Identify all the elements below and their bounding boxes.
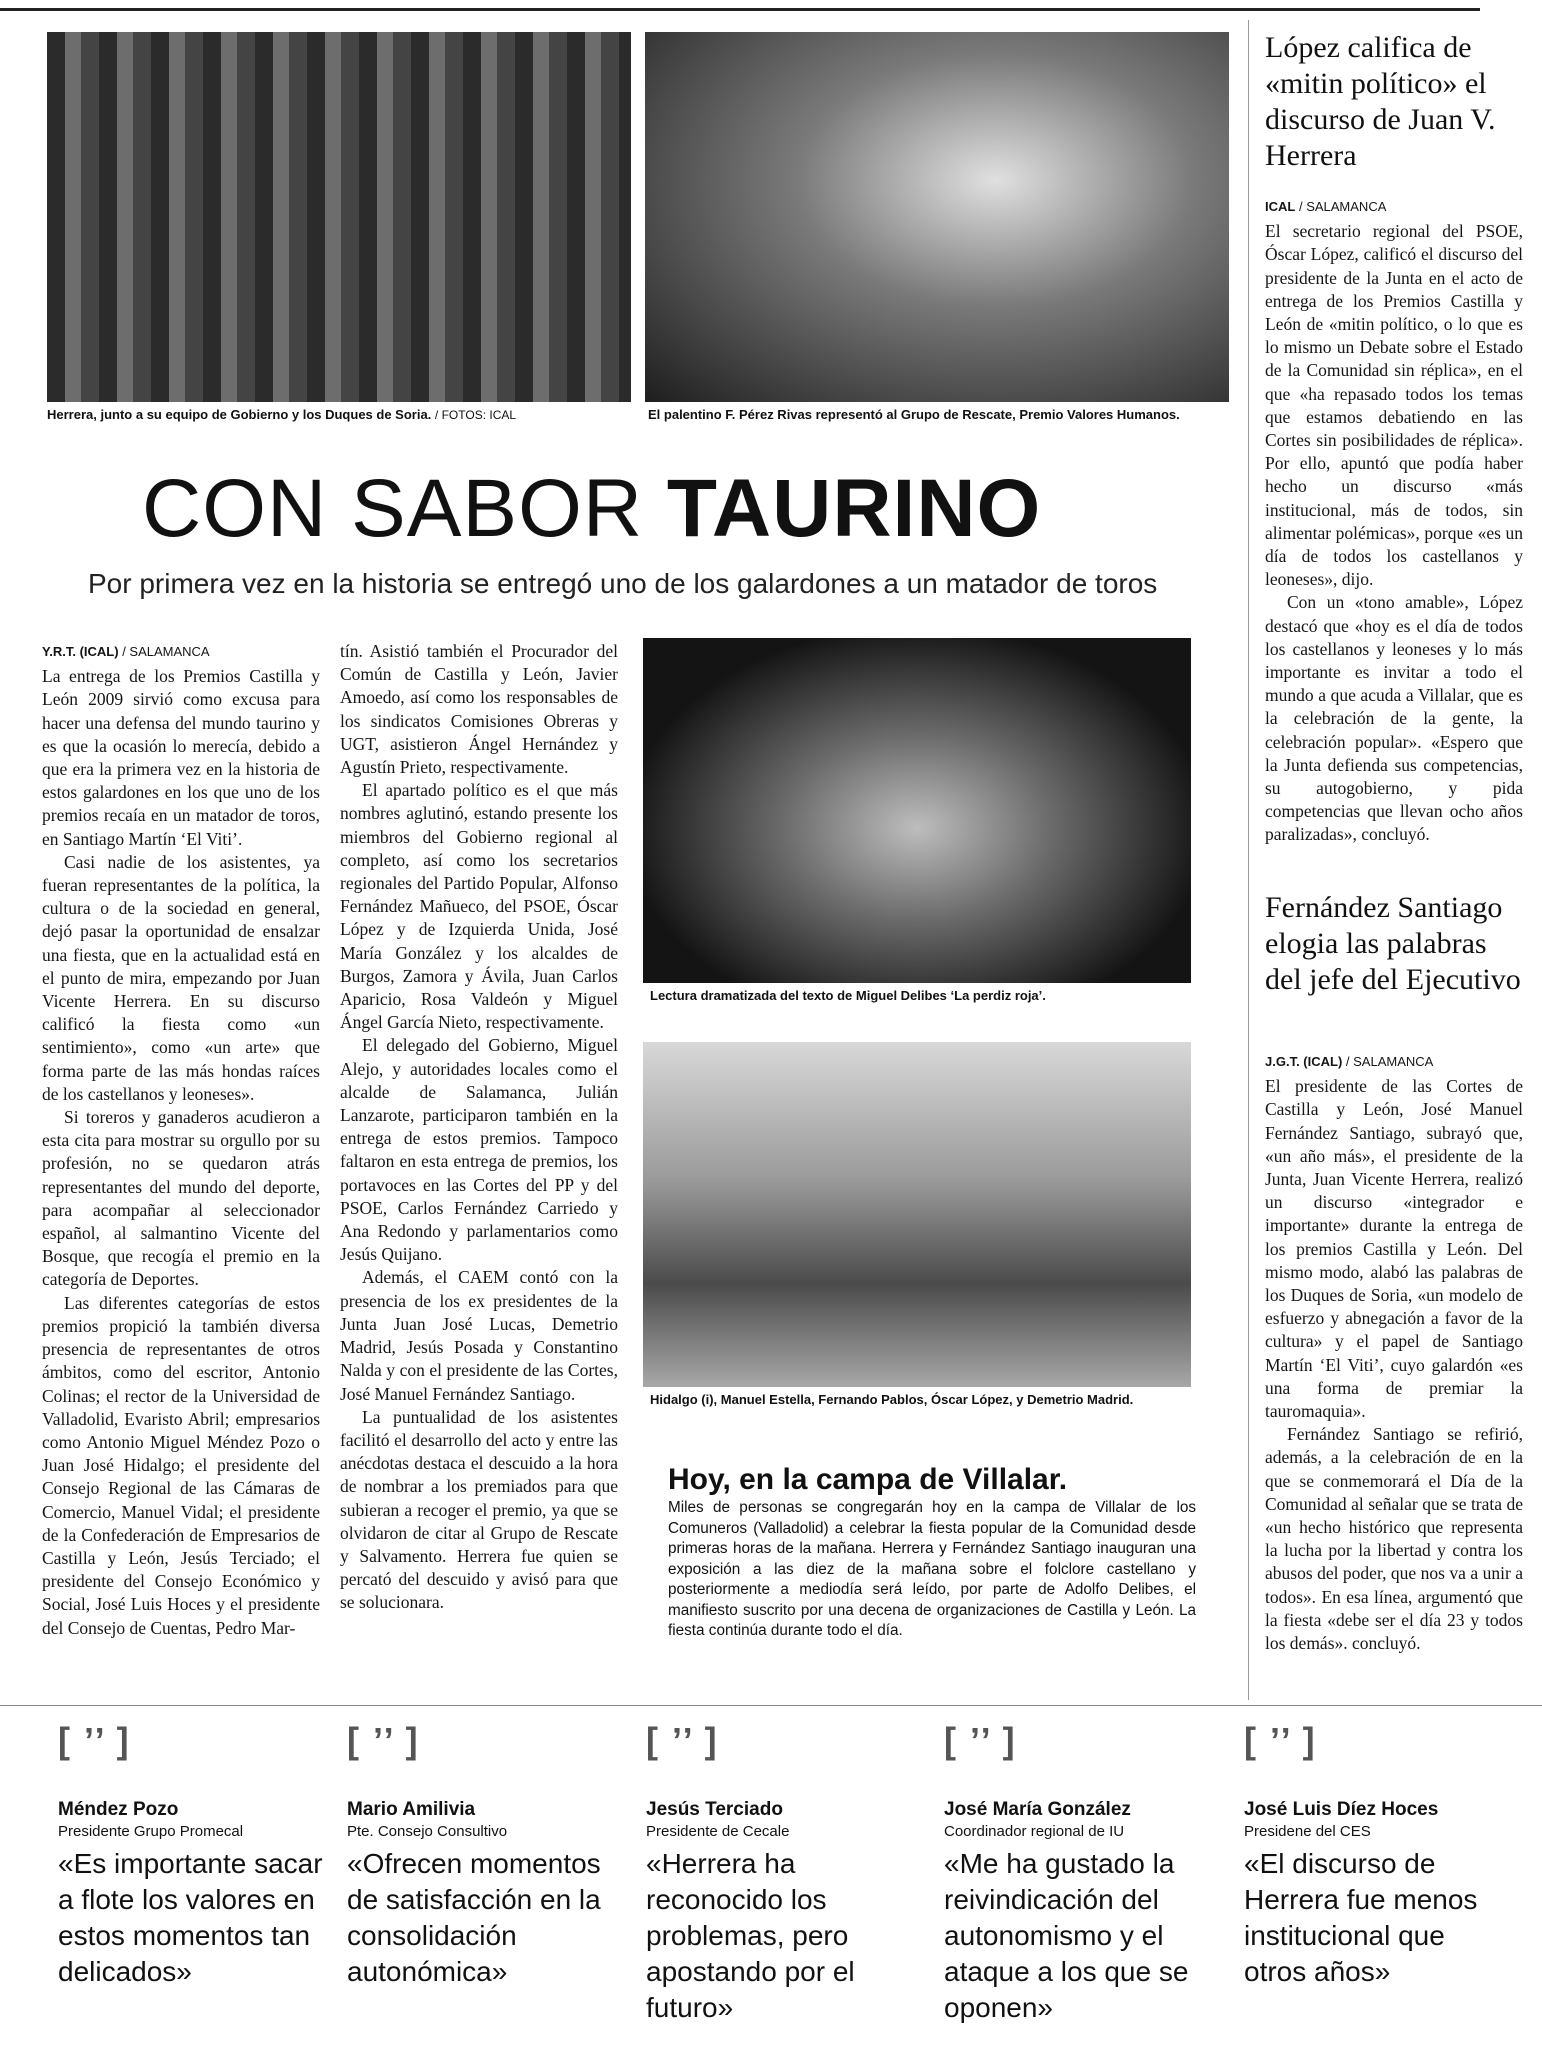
quote-card: [58, 1720, 328, 1990]
sidebar-divider: [1248, 20, 1249, 1700]
quote-name: Jesús Terciado: [646, 1799, 783, 1820]
quote-text: «Me ha gustado la reivindicación del autonomismo y el ataque a los que se oponen»: [944, 1848, 1189, 2023]
main-byline-author: Y.R.T. (ICAL): [42, 644, 119, 659]
headline: [142, 462, 1132, 556]
quote-card: [347, 1720, 617, 1990]
caption-award-raise: El palentino F. Pérez Rivas representó al Grupo de Rescate, Premio Valores Humanos.: [648, 407, 1180, 422]
photo-audience: [47, 32, 631, 402]
photo-award-raise: [645, 32, 1229, 402]
photo-group: [643, 1042, 1191, 1387]
side1-byline: [1265, 195, 1523, 218]
headline-light: CON SABOR: [142, 463, 644, 554]
quote-text: «Es importante sacar a flote los valores en estos momentos tan delicados»: [58, 1848, 323, 1987]
quote-card: [944, 1720, 1214, 2026]
quote-role: Presidente Grupo Promecal: [58, 1823, 244, 1840]
side1-title: López califica de «mitin político» el discurso de Juan V. Herrera: [1265, 31, 1496, 172]
paragraph: Además, el CAEM contó con la presencia de los ex presidentes de la Junta Juan José Lucas, Demetrio Madrid, Jesús Posada y Constantino Nalda y con el presidente de las Cortes, José Manuel Fernández Santiago.: [340, 1267, 618, 1404]
paragraph: La entrega de los Premios Castilla y León 2009 sirvió como excusa para hacer una defensa del mundo taurino y es que la ocasión lo merecía, debido a que era la primera vez en la historia de estos galardones en los que uno de los premios recaía en un matador de toros, en Santiago Martín ‘El Viti’.: [42, 666, 320, 849]
quote-card: [646, 1720, 916, 2026]
paragraph: El presidente de las Cortes de Castilla y León, José Manuel Fernández Santiago, subrayó que, «un año más», el presidente de la Junta, Juan Vicente Herrera, realizó un discurso «integrador e importante» durante la entrega de los premios Castilla y León. Del mismo modo, alabó las palabras de los Duques de Soria, «un modelo de esfuerzo y abnegación a favor de la cultura» y el papel de Santiago Martín ‘El Viti’, cuyo galardón «es una forma de premiar la tauromaquia».: [1265, 1076, 1523, 1422]
paragraph: La puntualidad de los asistentes facilitó el desarrollo del acto y entre las anécdotas destaca el descuido a la hora de nombrar a los premiados para que subieran a recoger el premio, ya que se olvidaron de citar al Grupo de Rescate y Salvamento. Herrera fue quien se percató del descuido y avisó para que se solucionara.: [340, 1406, 618, 1613]
quote-card: [1244, 1720, 1514, 1990]
quote-text: «Ofrecen momentos de satisfacción en la consolidación autonómica»: [347, 1848, 601, 1987]
quote-mark-icon: [ ’’ ]: [58, 1720, 131, 1761]
main-article-col1: [42, 640, 320, 1640]
quote-name: José María González: [944, 1799, 1131, 1820]
quote-name: Méndez Pozo: [58, 1799, 179, 1820]
quote-role: Pte. Consejo Consultivo: [347, 1823, 508, 1840]
photo-credit: / FOTOS: ICAL: [434, 408, 517, 422]
quote-name: Mario Amilivia: [347, 1799, 476, 1820]
paragraph: Con un «tono amable», López destacó que «hoy es el día de todos los castellanos y leoneses y lo más importante es invitar a todo el mundo a que acuda a Villalar, que es la celebración de la gente, la celebración popular». «Espero que la Junta defienda sus competencias, su autogobierno, y pida competencias que llevan ocho años paralizadas», concluyó.: [1265, 592, 1523, 845]
paragraph: El secretario regional del PSOE, Óscar López, calificó el discurso del presidente de la Junta en el acto de entrega de los Premios Castilla y León de «mitin político, o lo que es lo mismo un Debate sobre el Estado de la Comunidad sin réplica», en el que «ha repasado todos los temas que estamos debatiendo en las Cortes sin posibilidades de réplica». Por ello, apuntó que podía haber hecho un discurso «más institucional, más de todos, sin alimentar polémicas», porque «es un día de todos los castellanos y leoneses», dijo.: [1265, 221, 1523, 590]
quote-mark-icon: [ ’’ ]: [646, 1720, 719, 1761]
hoy-title: Hoy, en la campa de Villalar.: [668, 1463, 1068, 1496]
caption-group: Hidalgo (i), Manuel Estella, Fernando Pablos, Óscar López, y Demetrio Madrid.: [650, 1392, 1134, 1407]
paragraph: Casi nadie de los asistentes, ya fueran representantes de la política, la cultura o de la sociedad en general, dejó pasar la oportunidad de ensalzar una fiesta, que en la actualidad está en el punto de mira, empezando por Juan Vicente Herrera. En su discurso calificó la fiesta como «un sentimiento», como «un arte» que forma parte de las más hondas raíces de los castellanos y leoneses».: [42, 851, 320, 1104]
quote-role: Coordinador regional de IU: [944, 1823, 1125, 1840]
headline-bold: TAURINO: [666, 463, 1042, 554]
paragraph: Fernández Santiago se refirió, además, a la celebración de en la que se conmemorará el Día de la Comunidad al señalar que se trata de «un hecho histórico que representa la lucha por la libertad y contra los abusos del poder, que nos va a unir a todos». En esa línea, argumentó que la fiesta «debe ser el día 23 y todos los demás». concluyó.: [1265, 1424, 1523, 1654]
paragraph: El apartado político es el que más nombres aglutinó, estando presente los miembros del Gobierno regional al completo, así como los secretarios regionales del Partido Popular, Alfonso Fernández Mañueco, del PSOE, Óscar López y de Izquierda Unida, José María González y los alcaldes de Burgos, Zamora y Ávila, Juan Carlos Aparicio, Rosa Valdeón y Miguel Ángel García Nieto, respectivamente.: [340, 780, 618, 1033]
quote-mark-icon: [ ’’ ]: [347, 1720, 420, 1761]
side2-article: [1265, 1050, 1523, 1655]
quote-mark-icon: [ ’’ ]: [944, 1720, 1017, 1761]
side1-byline-place: / SALAMANCA: [1298, 199, 1387, 214]
paragraph: tín. Asistió también el Procurador del Común de Castilla y León, Javier Amoedo, así como los responsables de los sindicatos Comisiones Obreras y UGT, asistieron Ángel Hernández y Agustín Prieto, respectivamente.: [340, 641, 618, 778]
paragraph: El delegado del Gobierno, Miguel Alejo, y autoridades locales como el alcalde de Salamanca, Julián Lanzarote, participaron también en la entrega de estos premios. Tampoco faltaron en esta entrega de premios, los portavoces en las Cortes del PP y del PSOE, Carlos Fernández Carriedo y Ana Redondo y parlamentarios como Jesús Quijano.: [340, 1035, 618, 1265]
side1-byline-author: ICAL: [1265, 199, 1296, 214]
hoy-body: Miles de personas se congregarán hoy en la campa de Villalar de los Comuneros (Valladolid) a celebrar la fiesta popular de la Comunidad desde primeras horas de la mañana. Herrera y Fernández Santiago inauguran una exposición a las diez de la mañana sobre el folclore castellano y posteriormente a mediodía será leído, por parte de Adolfo Delibes, el manifiesto suscrito por una decena de organizaciones de Castilla y León. La fiesta continúa durante todo el día.: [668, 1499, 1196, 1639]
side2-byline: [1265, 1050, 1523, 1073]
quote-mark-icon: [ ’’ ]: [1244, 1720, 1317, 1761]
quote-name: José Luis Díez Hoces: [1244, 1799, 1439, 1820]
subheadline: Por primera vez en la historia se entregó uno de los galardones a un matador de toros: [88, 568, 1158, 599]
side2-byline-author: J.G.T. (ICAL): [1265, 1054, 1343, 1069]
main-article-col2: [340, 640, 618, 1615]
caption-audience-text: Herrera, junto a su equipo de Gobierno y los Duques de Soria.: [47, 407, 432, 422]
caption-audience: [47, 407, 647, 422]
side2-byline-place: / SALAMANCA: [1345, 1054, 1434, 1069]
quote-text: «Herrera ha reconocido los problemas, pero apostando por el futuro»: [646, 1848, 855, 2023]
side1-article: [1265, 195, 1523, 847]
quote-role: Presidente de Cecale: [646, 1823, 790, 1840]
quote-role: Presidene del CES: [1244, 1823, 1371, 1840]
paragraph: Las diferentes categorías de estos premios propició la también diversa presencia de representantes de otros ámbitos, como del escritor, Antonio Colinas; el rector de la Universidad de Valladolid, Evaristo Abril; empresarios como Antonio Miguel Méndez Pozo o Juan José Hidalgo; el presidente del Consejo Regional de las Cámaras de Comercio, Manuel Vidal; el presidente de la Confederación de Empresarios de Castilla y León, Jesús Terciado; el presidente del Consejo Económico y Social, José Luis Hoces y el presidente del Consejo de Cuentas, Pedro Mar-: [42, 1292, 320, 1638]
page-top-rule: [0, 0, 1480, 11]
photo-stage-reading: [643, 638, 1191, 983]
side2-title: Fernández Santiago elogia las palabras del jefe del Ejecutivo: [1265, 891, 1521, 996]
caption-stage-reading: Lectura dramatizada del texto de Miguel Delibes ‘La perdiz roja’.: [650, 988, 1046, 1003]
main-byline: [42, 640, 320, 663]
main-byline-place: / SALAMANCA: [122, 644, 210, 659]
quote-text: «El discurso de Herrera fue menos institucional que otros años»: [1244, 1848, 1478, 1987]
paragraph: Si toreros y ganaderos acudieron a esta cita para mostrar su orgullo por su profesión, no se quedaron atrás representantes del mundo del deporte, para acompañar al seleccionador español, al salmantino Vicente del Bosque, que recogía el premio en la categoría de Deportes.: [42, 1107, 320, 1290]
